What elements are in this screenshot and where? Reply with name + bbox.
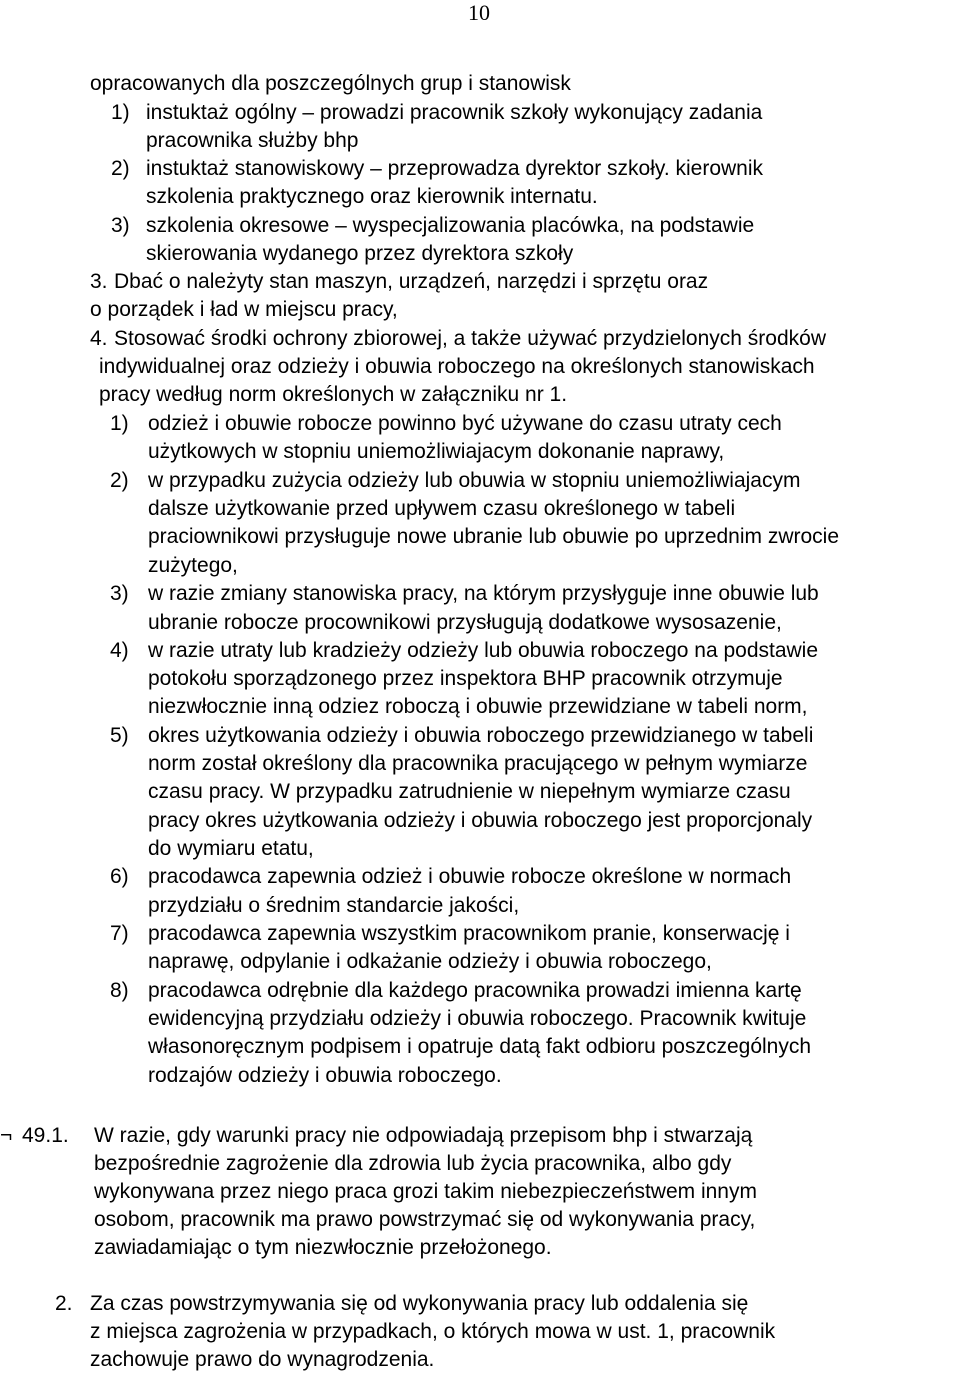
page-number: 10 xyxy=(468,0,490,25)
list-item-line: pracownika służby bhp xyxy=(146,129,359,152)
list-item-line: własonoręcznym podpisem i opatruje datą fakt odbioru poszczególnych xyxy=(148,1035,812,1058)
list-marker: 1) xyxy=(111,101,130,124)
list-item-line: instuktaż ogólny – prowadzi pracownik szkoły wykonujący zadania xyxy=(146,101,763,124)
list-item-line: praciownikowi przysługuje nowe ubranie lub obuwie po uprzednim zwrocie xyxy=(148,525,840,548)
list-item-line: ewidencyjną przydziału odzieży i obuwia roboczego. Pracownik kwituje xyxy=(148,1007,807,1030)
paragraph-line: Dbać o należyty stan maszyn, urządzeń, narzędzi i sprzętu oraz xyxy=(114,270,709,293)
list-marker: 7) xyxy=(110,922,129,945)
section-line: bezpośrednie zagrożenie dla zdrowia lub życia pracownika, albo gdy xyxy=(94,1152,732,1175)
section-line: zawiadamiając o tym niezwłocznie przełożonego. xyxy=(94,1236,552,1259)
list-item-line: potokołu sporządzonego przez inspektora BHP pracownik otrzymuje xyxy=(148,667,783,690)
list-marker: 1) xyxy=(110,412,129,435)
list-item-line: do wymiaru etatu, xyxy=(148,837,314,860)
list-item-line: pracodawca odrębnie dla każdego pracownika prowadzi imienna kartę xyxy=(148,979,802,1002)
list-marker: 3) xyxy=(110,582,129,605)
paragraph-line: indywidualnej oraz odzieży i obuwia roboczego na określonych stanowiskach xyxy=(99,355,815,378)
list-item-line: czasu pracy. W przypadku zatrudnienie w niepełnym wymiarze czasu xyxy=(148,780,791,803)
list-item-line: odzież i obuwie robocze powinno być używane do czasu utraty cech xyxy=(148,412,782,435)
list-marker: 2) xyxy=(111,157,130,180)
list-marker: 5) xyxy=(110,724,129,747)
list-marker: 4) xyxy=(110,639,129,662)
list-marker: 6) xyxy=(110,865,129,888)
list-item-line: użytkowych w stopniu uniemożliwiajacym dokonanie naprawy, xyxy=(148,440,725,463)
list-item-line: w razie utraty lub kradzieży odzieży lub obuwia roboczego na podstawie xyxy=(148,639,819,662)
section-marker: 2. xyxy=(55,1292,73,1315)
paragraph-marker: 4. xyxy=(90,327,108,350)
list-item-line: zużytego, xyxy=(148,554,238,577)
list-item-line: pracodawca zapewnia wszystkim pracownikom pranie, konserwację i xyxy=(148,922,790,945)
list-marker: 8) xyxy=(110,979,129,1002)
list-item-line: szkolenia praktycznego oraz kierownik internatu. xyxy=(146,185,598,208)
list-item-line: ubranie robocze procownikowi przysługują dodatkowe wysosazenie, xyxy=(148,611,782,634)
paragraph-line: o porządek i ład w miejscu pracy, xyxy=(90,298,398,321)
list-item-line: przydziału o średnim standarcie jakości, xyxy=(148,894,520,917)
list-item-line: instuktaż stanowiskowy – przeprowadza dyrektor szkoły. kierownik xyxy=(146,157,764,180)
paragraph-line: pracy według norm określonych w załączniku nr 1. xyxy=(99,383,568,406)
list-item-line: rodzajów odzieży i obuwia roboczego. xyxy=(148,1064,502,1087)
section-marker: 49.1. xyxy=(22,1124,69,1147)
hanging-bracket-mark: ¬ xyxy=(0,1124,13,1147)
list-item-line: niezwłocznie inną odziez roboczą i obuwie przewidziane w tabeli norm, xyxy=(148,695,808,718)
list-item-line: pracy okres użytkowania odzieży i obuwia roboczego jest proporcjonaly xyxy=(148,809,813,832)
list-item-line: norm został określony dla pracownika pracującego w pełnym wymiarze xyxy=(148,752,808,775)
list-marker: 2) xyxy=(110,469,129,492)
intro-line: opracowanych dla poszczególnych grup i stanowisk xyxy=(90,72,571,95)
section-line: Za czas powstrzymywania się od wykonywania pracy lub oddalenia się xyxy=(90,1292,749,1315)
list-item-line: dalsze użytkowanie przed upływem czasu określonego w tabeli xyxy=(148,497,736,520)
paragraph-marker: 3. xyxy=(90,270,108,293)
list-item-line: w razie zmiany stanowiska pracy, na którym przysłyguje inne obuwie lub xyxy=(148,582,819,605)
section-line: W razie, gdy warunki pracy nie odpowiadają przepisom bhp i stwarzają xyxy=(94,1124,753,1147)
section-line: osobom, pracownik ma prawo powstrzymać się od wykonywania pracy, xyxy=(94,1208,756,1231)
paragraph-line: Stosować środki ochrony zbiorowej, a także używać przydzielonych środków xyxy=(114,327,826,350)
list-item-line: skierowania wydanego przez dyrektora szkoły xyxy=(146,242,574,265)
list-item-line: naprawę, odpylanie i odkażanie odzieży i obuwia roboczego, xyxy=(148,950,712,973)
list-item-line: okres użytkowania odzieży i obuwia roboczego przewidzianego w tabeli xyxy=(148,724,814,747)
section-line: z miejsca zagrożenia w przypadkach, o których mowa w ust. 1, pracownik xyxy=(90,1320,776,1343)
section-line: zachowuje prawo do wynagrodzenia. xyxy=(90,1348,435,1371)
list-item-line: pracodawca zapewnia odzież i obuwie robocze określone w normach xyxy=(148,865,792,888)
list-marker: 3) xyxy=(111,214,130,237)
list-item-line: w przypadku zużycia odzieży lub obuwia w stopniu uniemożliwiajacym xyxy=(148,469,801,492)
list-item-line: szkolenia okresowe – wyspecjalizowania placówka, na podstawie xyxy=(146,214,755,237)
section-line: wykonywana przez niego praca grozi takim niebezpieczeństwem innym xyxy=(94,1180,757,1203)
